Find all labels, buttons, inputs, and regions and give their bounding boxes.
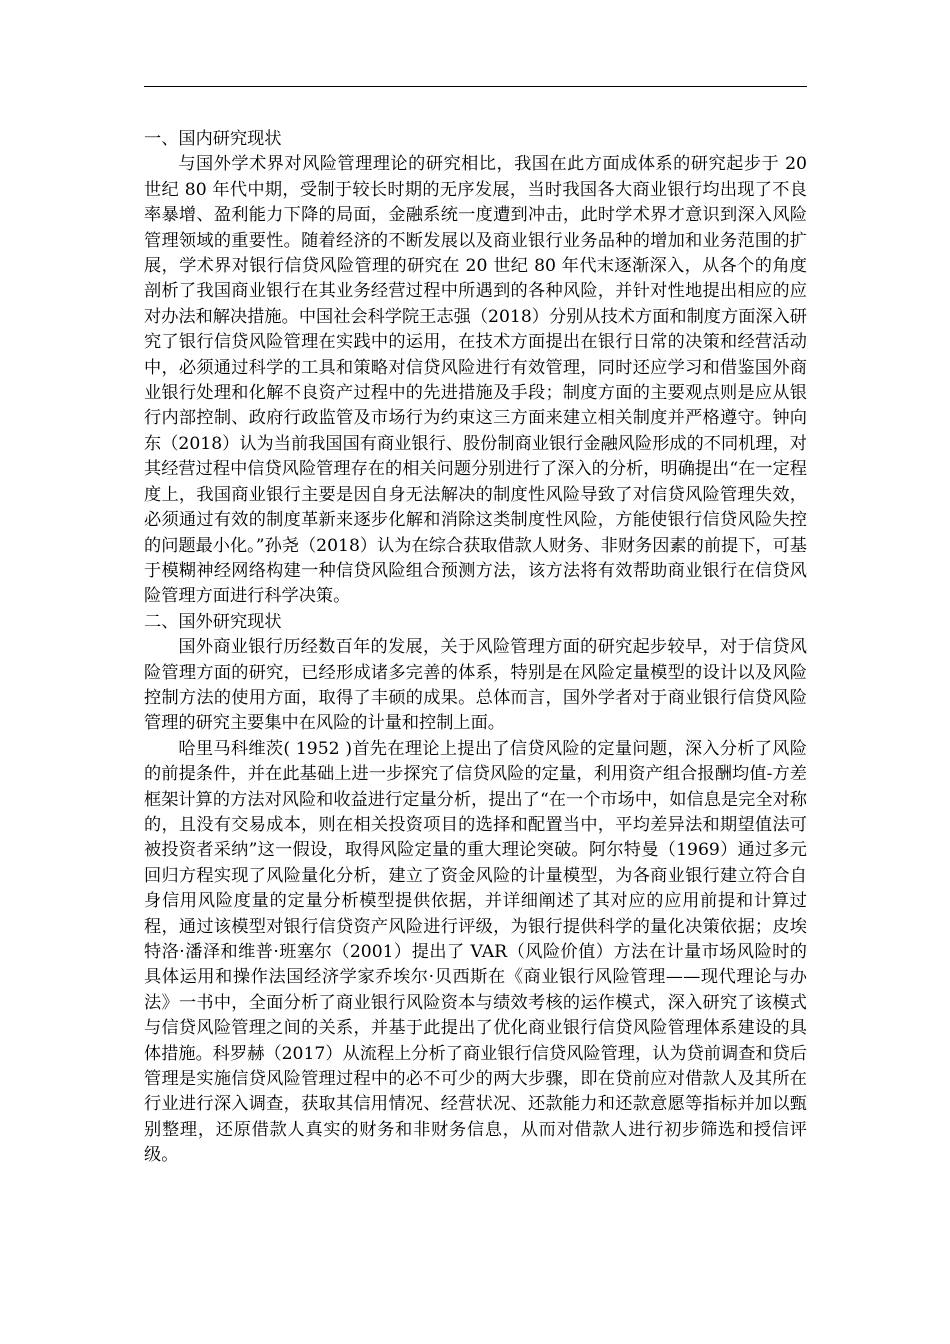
header-rule (144, 86, 807, 87)
section-foreign-research (144, 610, 807, 1169)
section-heading: 二、国外研究现状 (144, 611, 282, 632)
paragraph: 国外商业银行历经数百年的发展，关于风险管理方面的研究起步较早，对于信贷风险管理方面的研究，已经形成诸多完善的体系，特别是在风险定量模型的设计以及风险控制方法的使用方面，取得了丰硕的成果。总体而言，国外学者对于商业银行信贷风险管理的研究主要集中在风险的计量和控制上面。 (144, 637, 807, 734)
section-heading: 一、国内研究现状 (144, 129, 282, 149)
paragraph: 哈里马科维茨( 1952 )首先在理论上提出了信贷风险的定量问题，深入分析了风险的前提条件，并在此基础上进一步探究了信贷风险的定量，利用资产组合报酬均值-方差框架计算的方法对风险和收益进行定量分析，提出了“在一个市场中，如信息是完全对称的，且没有交易成本，则在相关投资项目的选择和配置当中，平均差异法和期望值法可被投资者采纳”这一假设，取得风险定量的重大理论突破。阿尔特曼（1969）通过多元回归方程实现了风险量化分析，建立了资金风险的计量模型，为各商业银行建立符合自身信用风险度量的定量分析模型提供依据，并详细阐述了其对应的应用前提和计算过程，通过该模型对银行信贷资产风险进行评级，为银行提供科学的量化决策依据；皮埃特洛·潘泽和维普·班塞尔（2001）提出了 VAR（风险价值）方法在计量市场风险时的具体运用和操作法国经济学家乔埃尔·贝西斯在《商业银行风险管理——现代理论与办法》一书中，全面分析了商业银行风险资本与绩效考核的运作模式，深入研究了该模式与信贷风险管理之间的关系，并基于此提出了优化商业银行信贷风险管理体系建设的具体措施。科罗赫（2017）从流程上分析了商业银行信贷风险管理，认为贷前调查和贷后管理是实施信贷风险管理过程中的必不可少的两大步骤，即在贷前应对借款人及其所在行业进行深入调查，获取其信用情况、经营状况、还款能力和还款意愿等指标并加以甄别整理，还原借款人真实的财务和非财务信息，从而对借款人进行初步筛选和授信评级。 (144, 738, 807, 1166)
section-domestic-research (144, 127, 807, 610)
paragraph: 与国外学术界对风险管理理论的研究相比，我国在此方面成体系的研究起步于 20 世纪 80 年代中期，受制于较长时期的无序发展，当时我国各大商业银行均出现了不良率暴增、盈利能力下降的局面，金融系统一度遭到冲击，此时学术界才意识到深入风险管理领域的重要性。随着经济的不断发展以及商业银行业务品种的增加和业务范围的扩展，学术界对银行信贷风险管理的研究在 20 世纪 80 年代末逐渐深入，从各个的角度剖析了我国商业银行在其业务经营过程中所遇到的各种风险，并针对性地提出相应的应对办法和解决措施。中国社会科学院王志强（2018）分别从技术方面和制度方面深入研究了银行信贷风险管理在实践中的运用，在技术方面提出在银行日常的决策和经营活动中，必须通过科学的工具和策略对信贷风险进行有效管理，同时还应学习和借鉴国外商业银行处理和化解不良资产过程中的先进措施及手段；制度方面的主要观点则是应从银行内部控制、政府行政监管及市场行为约束这三方面来建立相关制度并严格遵守。钟向东（2018）认为当前我国国有商业银行、股份制商业银行金融风险形成的不同机理，对其经营过程中信贷风险管理存在的相关问题分别进行了深入的分析，明确提出“在一定程度上，我国商业银行主要是因自身无法解决的制度性风险导致了对信贷风险管理失效，必须通过有效的制度革新来逐步化解和消除这类制度性风险，方能使银行信贷风险失控的问题最小化。”孙尧（2018）认为在综合获取借款人财务、非财务因素的前提下，可基于模糊神经网络构建一种信贷风险组合预测方法，该方法将有效帮助商业银行在信贷风险管理方面进行科学决策。 (144, 154, 807, 607)
document-body (144, 127, 807, 1169)
